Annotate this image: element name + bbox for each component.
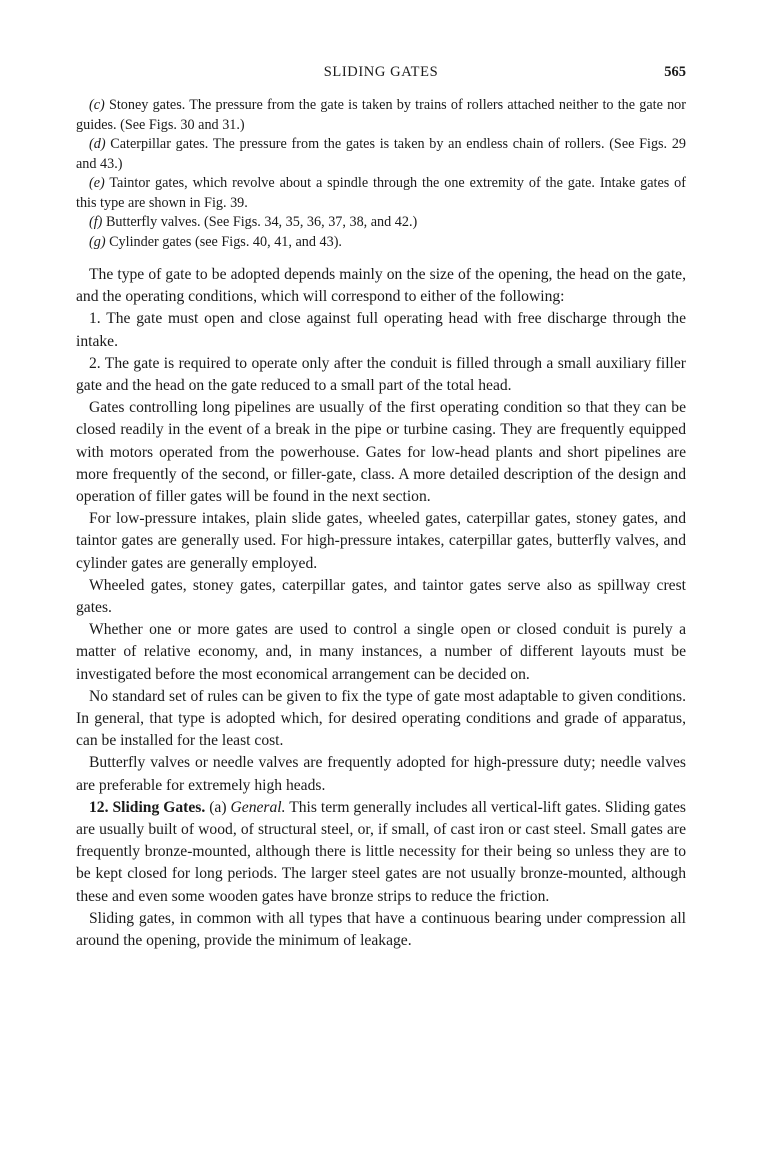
paragraph: The type of gate to be adopted depends mainly on the size of the opening, the head on the gate, and the operating conditions, which will correspond to either of the following: bbox=[76, 266, 686, 306]
subsection-label: (a) bbox=[209, 798, 227, 816]
body-text bbox=[76, 264, 686, 952]
list-item: (f) Butterfly valves. (See Figs. 34, 35, 36, 37, 38, and 42.) bbox=[89, 214, 418, 230]
section-title: Sliding Gates. bbox=[112, 798, 206, 816]
paragraph: Whether one or more gates are used to control a single open or closed conduit is purely a matter of relative economy, and, in many instances, a number of different layouts must be investigated before the most economical arrangement can be decided on. bbox=[76, 621, 686, 683]
paragraph: Sliding gates, in common with all types that have a continuous bearing under compression all around the opening, provide the minimum of leakage. bbox=[76, 909, 686, 950]
paragraph: 2. The gate is required to operate only after the conduit is filled through a small auxiliary filler gate and the head on the gate reduced to a small part of the total head. bbox=[76, 354, 686, 395]
paragraph: 1. The gate must open and close against full operating head with free discharge through the intake. bbox=[76, 310, 686, 350]
section-paragraph bbox=[76, 797, 686, 908]
page bbox=[76, 64, 686, 952]
paragraph: For low-pressure intakes, plain slide gates, wheeled gates, caterpillar gates, stoney gates, and taintor gates are generally used. For high-pressure intakes, caterpillar gates, butterfly valves, and cylinder gates are generally employed. bbox=[76, 510, 686, 572]
section-text: This term generally includes all vertical-lift gates. Sliding gates are usually built of wood, of structural steel, or, if small, of cast iron or cast steel. Small gates are frequently bronze-mounted, although there is little necessity for their being so unless they are to be kept closed for long periods. The larger steel gates are not usually bronze-mounted, although these and even some wooden gates have bronze strips to reduce the friction. bbox=[76, 798, 686, 905]
page-number: 565 bbox=[664, 64, 686, 80]
paragraph: Wheeled gates, stoney gates, caterpillar gates, and taintor gates serve also as spillway crest gates. bbox=[76, 576, 686, 617]
paragraph: Gates controlling long pipelines are usually of the first operating condition so that they can be closed readily in the event of a break in the pipe or turbine casing. They are frequently equipped with motors operated from the powerhouse. Gates for low-head plants and short pipelines are more frequently of the second, or filler-gate, class. A more detailed description of the design and operation of filler gates will be found in the next section. bbox=[76, 399, 686, 506]
subsection-title: General. bbox=[230, 798, 286, 816]
list-item: (c) Stoney gates. The pressure from the gate is taken by trains of rollers attached neither to the gate nor guides. (See Figs. 30 and 31.) bbox=[76, 97, 686, 133]
paragraph: Butterfly valves or needle valves are frequently adopted for high-pressure duty; needle valves are preferable for extremely high heads. bbox=[76, 754, 686, 794]
section-number: 12. bbox=[89, 798, 109, 816]
running-head: SLIDING GATES bbox=[323, 64, 439, 80]
list-item: (e) Taintor gates, which revolve about a spindle through the one extremity of the gate. Intake gates of this type are shown in Fig. 39. bbox=[76, 175, 686, 211]
list-item: (d) Caterpillar gates. The pressure from the gates is taken by an endless chain of rollers. (See Figs. 29 and 43.) bbox=[76, 136, 686, 172]
list-item: (g) Cylinder gates (see Figs. 40, 41, and 43). bbox=[89, 233, 342, 250]
gate-type-list bbox=[76, 96, 686, 252]
paragraph: No standard set of rules can be given to fix the type of gate most adaptable to given conditions. In general, that type is adopted which, for desired operating conditions and grade of apparatus, can be installed for the least cost. bbox=[76, 687, 686, 750]
page-header bbox=[76, 64, 686, 88]
